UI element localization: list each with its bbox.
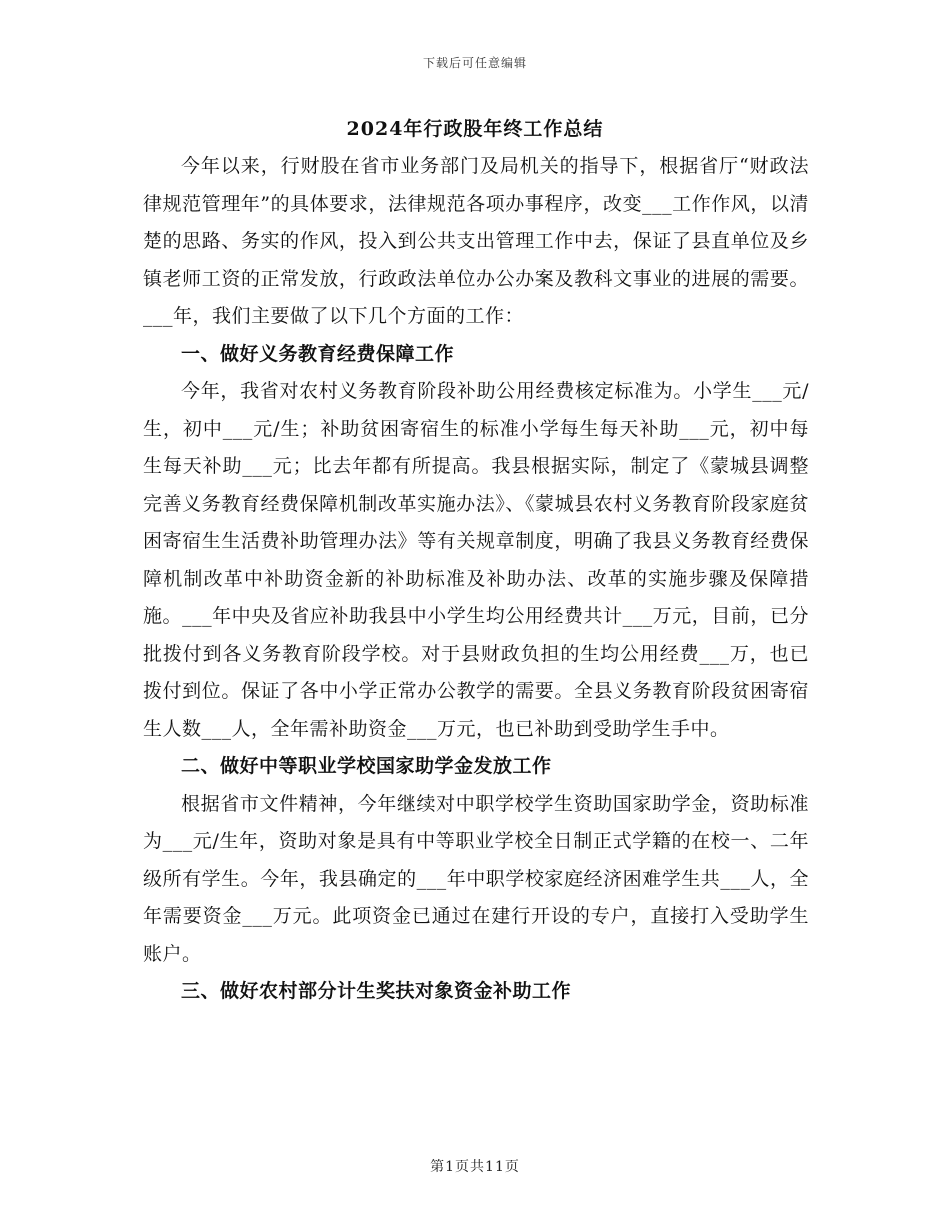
header-note: 下载后可任意编辑 [422,56,527,70]
section-body-2: 根据省市文件精神，今年继续对中职学校学生资助国家助学金，资助标准为___元/生年，资助对象是具有中等职业学校全日制正式学籍的在校一、二年级所有学生。今年，我县确定的___年中职学校家庭经济困难学生共___人，全年需要资金___万元。此项资金已通过在建行开设的专户，直接打入受助学生账户。 [143,792,809,965]
document-title: 2024年行政股年终工作总结 [346,118,604,140]
section-body-1: 今年，我省对农村义务教育阶段补助公用经费核定标准为。小学生___元/生，初中___元/生；补助贫困寄宿生的标准小学每生每天补助___元，初中每生每天补助___元；比去年都有所提高。我县根据实际，制定了《蒙城县调整完善义务教育经费保障机制改革实施办法》、《蒙城县农村义务教育阶段家庭贫困寄宿生生活费补助管理办法》等有关规章制度，明确了我县义务教育经费保障机制改革中补助资金新的补助标准及补助办法、改革的实施步骤及保障措施。___年中央及省应补助我县中小学生均公用经费共计___万元，目前，已分批拨付到各义务教育阶段学校。对于县财政负担的生均公用经费___万，也已拨付到位。保证了各中小学正常办公教学的需要。全县义务教育阶段贫困寄宿生人数___人，全年需补助资金___万元，也已补助到受助学生手中。 [143,380,809,740]
section-heading-3: 三、做好农村部分计生奖扶对象资金补助工作 [181,980,572,1002]
document-body [143,148,809,1011]
page-indicator: 第1页共11页 [430,1159,520,1175]
section-heading-1: 一、做好义务教育经费保障工作 [181,342,455,365]
intro-paragraph: 今年以来，行财股在省市业务部门及局机关的指导下，根据省厅“财政法律规范管理年”的具体要求，法律规范各项办事程序，改变___工作作风，以清楚的思路、务实的作风，投入到公共支出管理工作中去，保证了县直单位及乡镇老师工资的正常发放，行政政法单位办公办案及教科文事业的进展的需要。___年，我们主要做了以下几个方面的工作： [143,155,809,327]
section-heading-2: 二、做好中等职业学校国家助学金发放工作 [181,755,552,777]
